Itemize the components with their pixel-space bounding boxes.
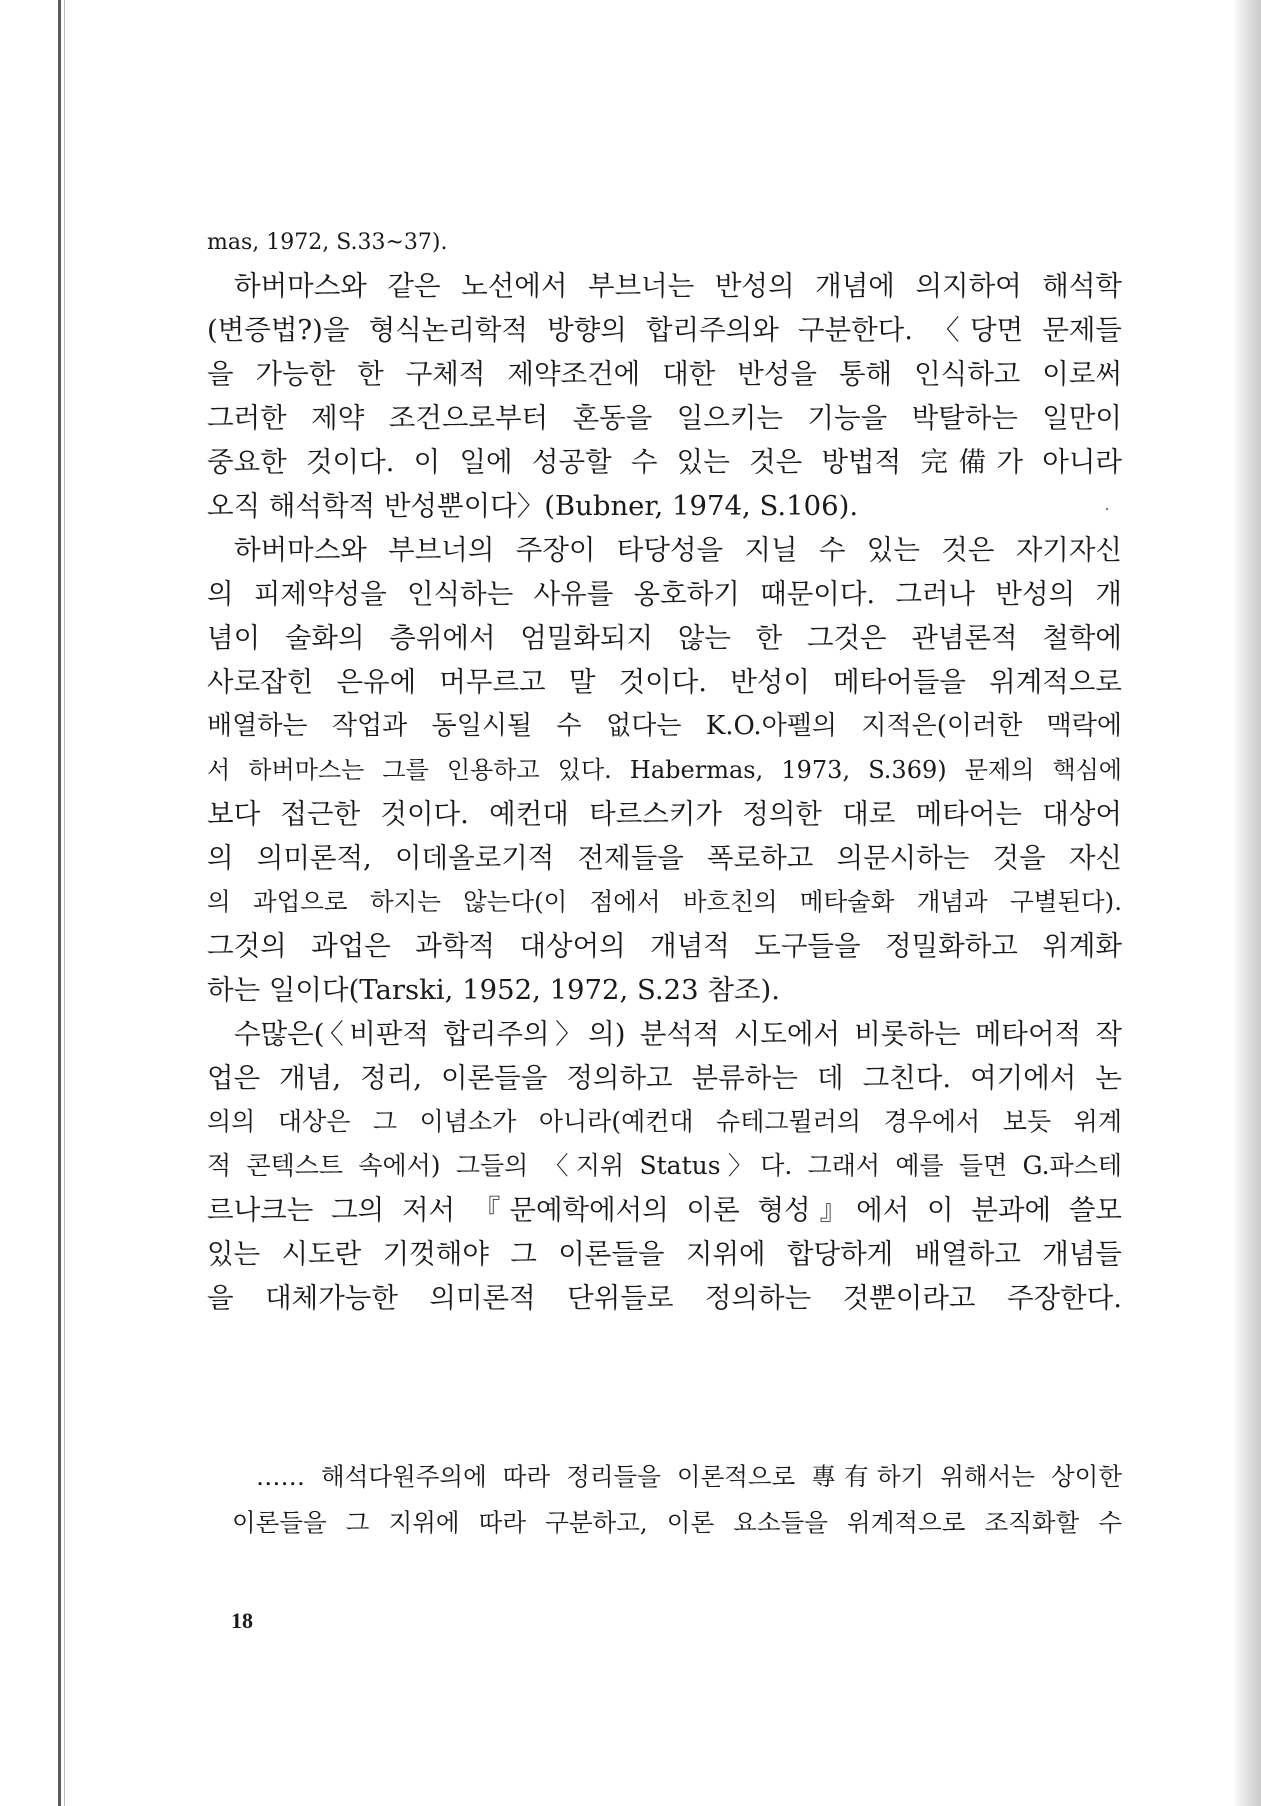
text-line: 있는 시도란 기껏해야 그 이론들을 지위에 합당하게 배열하고 개념들	[207, 1238, 1122, 1270]
text-line: 수많은(〈비판적 합리주의〉의) 분석적 시도에서 비롯하는 메타어적 작	[234, 1018, 1122, 1050]
text-line: (변증법?)을 형식논리학적 방향의 합리주의와 구분한다. 〈당면 문제들	[207, 314, 1122, 346]
quote-line: 이론들을 그 지위에 따라 구분하고, 이론 요소들을 위계적으로 조직화할 수	[232, 1508, 1122, 1537]
text-line: 의 과업으로 하지는 않는다(이 점에서 바흐친의 메타술화 개념과 구별된다).	[207, 887, 1122, 916]
text-line: 업은 개념, 정리, 이론들을 정의하고 분류하는 데 그친다. 여기에서 논	[207, 1062, 1122, 1094]
text-line: 서 하버마스는 그를 인용하고 있다. Habermas, 1973, S.369) 문제의 핵심에	[207, 756, 1122, 784]
text-line: 의 피제약성을 인식하는 사유를 옹호하기 때문이다. 그러나 반성의 개	[207, 578, 1122, 610]
text-line: 배열하는 작업과 동일시될 수 없다는 K.O.아펠의 지적은(이러한 맥락에	[207, 711, 1122, 741]
text-line: 사로잡힌 은유에 머무르고 말 것이다. 반성이 메타어들을 위계적으로	[207, 666, 1122, 698]
text-line: 을 가능한 한 구체적 제약조건에 대한 반성을 통해 인식하고 이로써	[207, 358, 1122, 390]
page-number: 18	[231, 1608, 253, 1633]
page-edge-shadow	[1233, 0, 1261, 1806]
text-line: 을 대체가능한 의미론적 단위들로 정의하는 것뿐이라고 주장한다.	[207, 1282, 1122, 1314]
page-edge-rule	[58, 0, 61, 1806]
body-text	[207, 222, 1122, 1320]
text-line: 적 콘텍스트 속에서) 그들의 〈지위 Status〉다. 그래서 예를 들면 G.파스테	[207, 1151, 1122, 1180]
text-line: mas, 1972, S.33~37).	[207, 230, 448, 255]
text-line: 보다 접근한 것이다. 예컨대 타르스키가 정의한 대로 메타어는 대상어	[207, 798, 1122, 830]
page-edge-rule-inner	[64, 0, 65, 1806]
quote-line: …… 해석다원주의에 따라 정리들을 이론적으로 專有하기 위해서는 상이한	[256, 1462, 1122, 1491]
text-line: 르나크는 그의 저서 『문예학에서의 이론 형성』에서 이 분과에 쓸모	[207, 1194, 1122, 1226]
text-line: 하버마스와 부브너의 주장이 타당성을 지닐 수 있는 것은 자기자신	[234, 534, 1122, 566]
text-line: 하버마스와 같은 노선에서 부브너는 반성의 개념에 의지하여 해석학	[234, 270, 1122, 302]
text-line: 오직 해석학적 반성뿐이다〉(Bubner, 1974, S.106).	[207, 490, 859, 522]
text-line: 하는 일이다(Tarski, 1952, 1972, S.23 참조).	[207, 974, 780, 1006]
text-line: 의 의미론적, 이데올로기적 전제들을 폭로하고 의문시하는 것을 자신	[207, 842, 1122, 874]
text-line: 의의 대상은 그 이념소가 아니라(예컨대 슈테그뮐러의 경우에서 보듯 위계	[207, 1107, 1122, 1136]
text-line: 념이 술화의 층위에서 엄밀화되지 않는 한 그것은 관념론적 철학에	[207, 622, 1122, 654]
block-quote	[232, 1454, 1122, 1546]
text-line: 중요한 것이다. 이 일에 성공할 수 있는 것은 방법적 完備가 아니라	[207, 446, 1122, 478]
text-line: 그것의 과업은 과학적 대상어의 개념적 도구들을 정밀화하고 위계화	[207, 930, 1122, 962]
text-line: 그러한 제약 조건으로부터 혼동을 일으키는 기능을 박탈하는 일만이	[207, 402, 1122, 434]
